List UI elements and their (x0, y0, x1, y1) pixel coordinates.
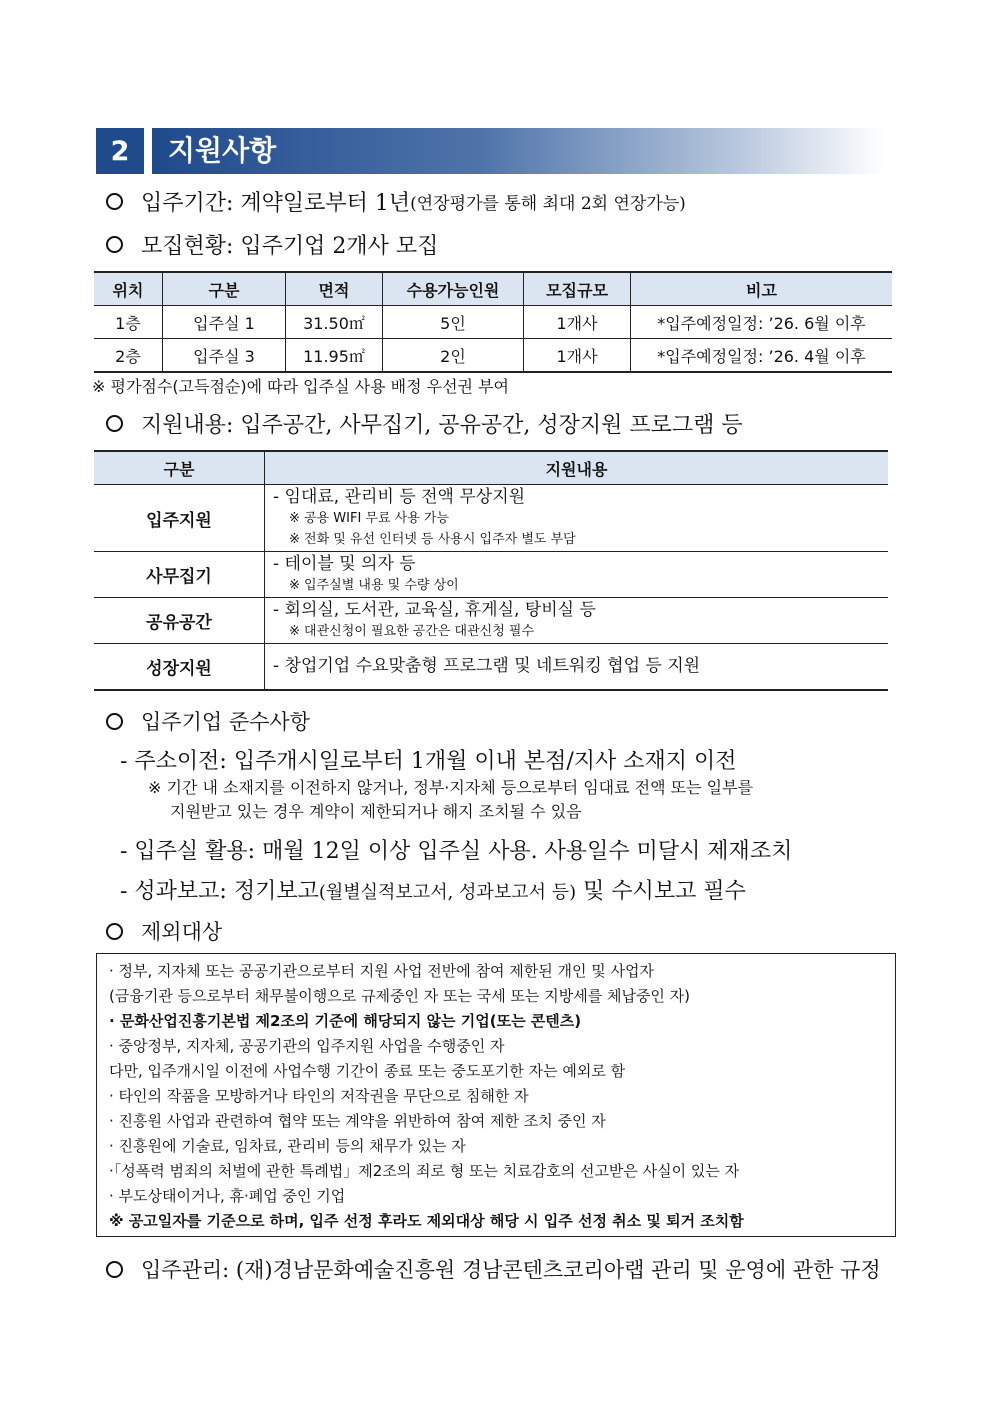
exclusion-line: · 타인의 작품을 모방하거나 타인의 저작권을 무단으로 침해한 자 (109, 1087, 529, 1105)
exclusion-line: · 진흥원 사업과 관련하여 협약 또는 계약을 위반하여 참여 제한 조치 중인 자 (109, 1112, 606, 1130)
exclusion-line: · 부도상태이거나, 휴·폐업 중인 기업 (109, 1187, 346, 1205)
compliance-label: 입주기업 준수사항 (141, 710, 310, 734)
compliance-item (106, 706, 310, 736)
report-note: (월별실적보고서, 성과보고서 등) (318, 882, 577, 903)
support-category: 공유공간 (94, 598, 265, 644)
table-header: 면적 (286, 272, 383, 306)
support-main-text: - 회의실, 도서관, 교육실, 휴게실, 탕비실 등 (273, 600, 596, 620)
table-cell: 1개사 (524, 339, 631, 373)
relocation-note: 지원받고 있는 경우 계약이 제한되거나 해지 조치될 수 있음 (170, 802, 582, 821)
table-row (94, 598, 888, 644)
period-label: 입주기간: 계약일로부터 1년 (141, 191, 411, 216)
support-category: 입주지원 (94, 485, 265, 552)
table-header: 구분 (94, 451, 265, 485)
table-header: 비고 (631, 272, 893, 306)
circle-bullet-icon (106, 415, 123, 432)
support-content (265, 485, 889, 552)
table-cell: 11.95㎡ (286, 339, 383, 373)
table-cell: 1층 (94, 306, 163, 339)
support-category: 사무집기 (94, 552, 265, 598)
circle-bullet-icon (106, 236, 123, 253)
table-header-row (94, 451, 888, 485)
support-sub-note: ※ 공용 WIFI 무료 사용 가능 (289, 511, 450, 526)
exclusion-line: · 진흥원에 기술료, 임차료, 관리비 등의 채무가 있는 자 (109, 1137, 466, 1155)
table-header-row (94, 272, 892, 306)
support-sub-note: ※ 전화 및 유선 인터넷 등 사용시 입주자 별도 부담 (289, 532, 576, 547)
relocation-note: ※ 기간 내 소재지를 이전하지 않거나, 정부·지자체 등으로부터 임대료 전액 또는 일부를 (148, 778, 754, 797)
exclusion-line: ·「성폭력 범죄의 처벌에 관한 특례법」제2조의 죄로 형 또는 치료감호의 선고받은 사실이 있는 자 (109, 1162, 740, 1180)
section-title: 지원사항 (168, 134, 277, 167)
section-header (96, 128, 886, 174)
circle-bullet-icon (106, 923, 123, 940)
support-label: 지원내용: 입주공간, 사무집기, 공유공간, 성장지원 프로그램 등 (141, 413, 743, 438)
table-header: 구분 (163, 272, 286, 306)
table-cell: 2층 (94, 339, 163, 373)
table-row (94, 306, 892, 339)
exclusion-line: · 문화산업진흥기본법 제2조의 기준에 해당되지 않는 기업(또는 콘텐츠) (109, 1012, 582, 1030)
exclusion-line: · 중앙정부, 지자체, 공공기관의 입주지원 사업을 수행중인 자 (109, 1037, 505, 1055)
support-item (106, 408, 743, 439)
table-header: 수용가능인원 (383, 272, 524, 306)
exclusion-line: · 정부, 지자체 또는 공공기관으로부터 지원 사업 전반에 참여 제한된 개인 및 사업자 (109, 962, 654, 980)
table-cell: 입주실 3 (163, 339, 286, 373)
exclusion-box (96, 953, 896, 1237)
management-item (106, 1254, 881, 1284)
support-main-text: - 테이블 및 의자 등 (273, 554, 416, 574)
table-header: 지원내용 (265, 451, 889, 485)
exclusion-line: ※ 공고일자를 기준으로 하며, 입주 선정 후라도 제외대상 해당 시 입주 선정 취소 및 퇴거 조치함 (109, 1212, 744, 1230)
relocation-item: - 주소이전: 입주개시일로부터 1개월 이내 본점/지사 소재지 이전 (120, 749, 737, 774)
section-number: 2 (96, 128, 144, 174)
table-row (94, 644, 888, 690)
report-text: 및 수시보고 필수 (576, 879, 746, 904)
table-header: 위치 (94, 272, 163, 306)
table-row (94, 552, 888, 598)
support-content (265, 598, 889, 644)
table-cell: *입주예정일정: ’26. 6월 이후 (631, 306, 893, 339)
support-table (94, 450, 888, 691)
table-header: 모집규모 (524, 272, 631, 306)
support-main-text: - 임대료, 관리비 등 전액 무상지원 (273, 487, 526, 507)
report-item (120, 874, 746, 905)
table-cell: *입주예정일정: ’26. 4월 이후 (631, 339, 893, 373)
exclusion-line: (금융기관 등으로부터 채무불이행으로 규제중인 자 또는 국세 또는 지방세를 체납중인 자) (109, 987, 691, 1005)
room-table-note: ※ 평가점수(고득점순)에 따라 입주실 사용 배정 우선권 부여 (92, 377, 509, 396)
exclusion-item (106, 916, 222, 946)
period-note: (연장평가를 통해 최대 2회 연장가능) (410, 194, 686, 214)
recruit-item (106, 229, 438, 260)
report-text: - 성과보고: 정기보고 (120, 879, 319, 904)
table-cell: 2인 (383, 339, 524, 373)
exclusion-label: 제외대상 (141, 920, 223, 944)
support-content (265, 552, 889, 598)
circle-bullet-icon (106, 1261, 123, 1278)
table-cell: 1개사 (524, 306, 631, 339)
table-cell: 5인 (383, 306, 524, 339)
support-category: 성장지원 (94, 644, 265, 690)
circle-bullet-icon (106, 713, 123, 730)
support-sub-note: ※ 대관신청이 필요한 공간은 대관신청 필수 (289, 624, 535, 639)
table-cell: 31.50㎡ (286, 306, 383, 339)
support-main-text: - 창업기업 수요맞춤형 프로그램 및 네트워킹 협업 등 지원 (273, 656, 701, 677)
exclusion-line: 다만, 입주개시일 이전에 사업수행 기간이 종료 또는 중도포기한 자는 예외로 함 (109, 1062, 626, 1080)
recruit-label: 모집현황: 입주기업 2개사 모집 (141, 234, 439, 259)
circle-bullet-icon (106, 193, 123, 210)
table-row (94, 485, 888, 552)
table-cell: 입주실 1 (163, 306, 286, 339)
period-item (106, 186, 686, 217)
support-content (265, 644, 889, 690)
support-sub-note: ※ 입주실별 내용 및 수량 상이 (289, 578, 459, 593)
room-table (94, 271, 892, 373)
table-row (94, 339, 892, 373)
management-label: 입주관리: (재)경남문화예술진흥원 경남콘텐츠코리아랩 관리 및 운영에 관한 규정 (141, 1258, 881, 1282)
usage-item: - 입주실 활용: 매월 12일 이상 입주실 사용. 사용일수 미달시 제재조치 (120, 839, 793, 864)
